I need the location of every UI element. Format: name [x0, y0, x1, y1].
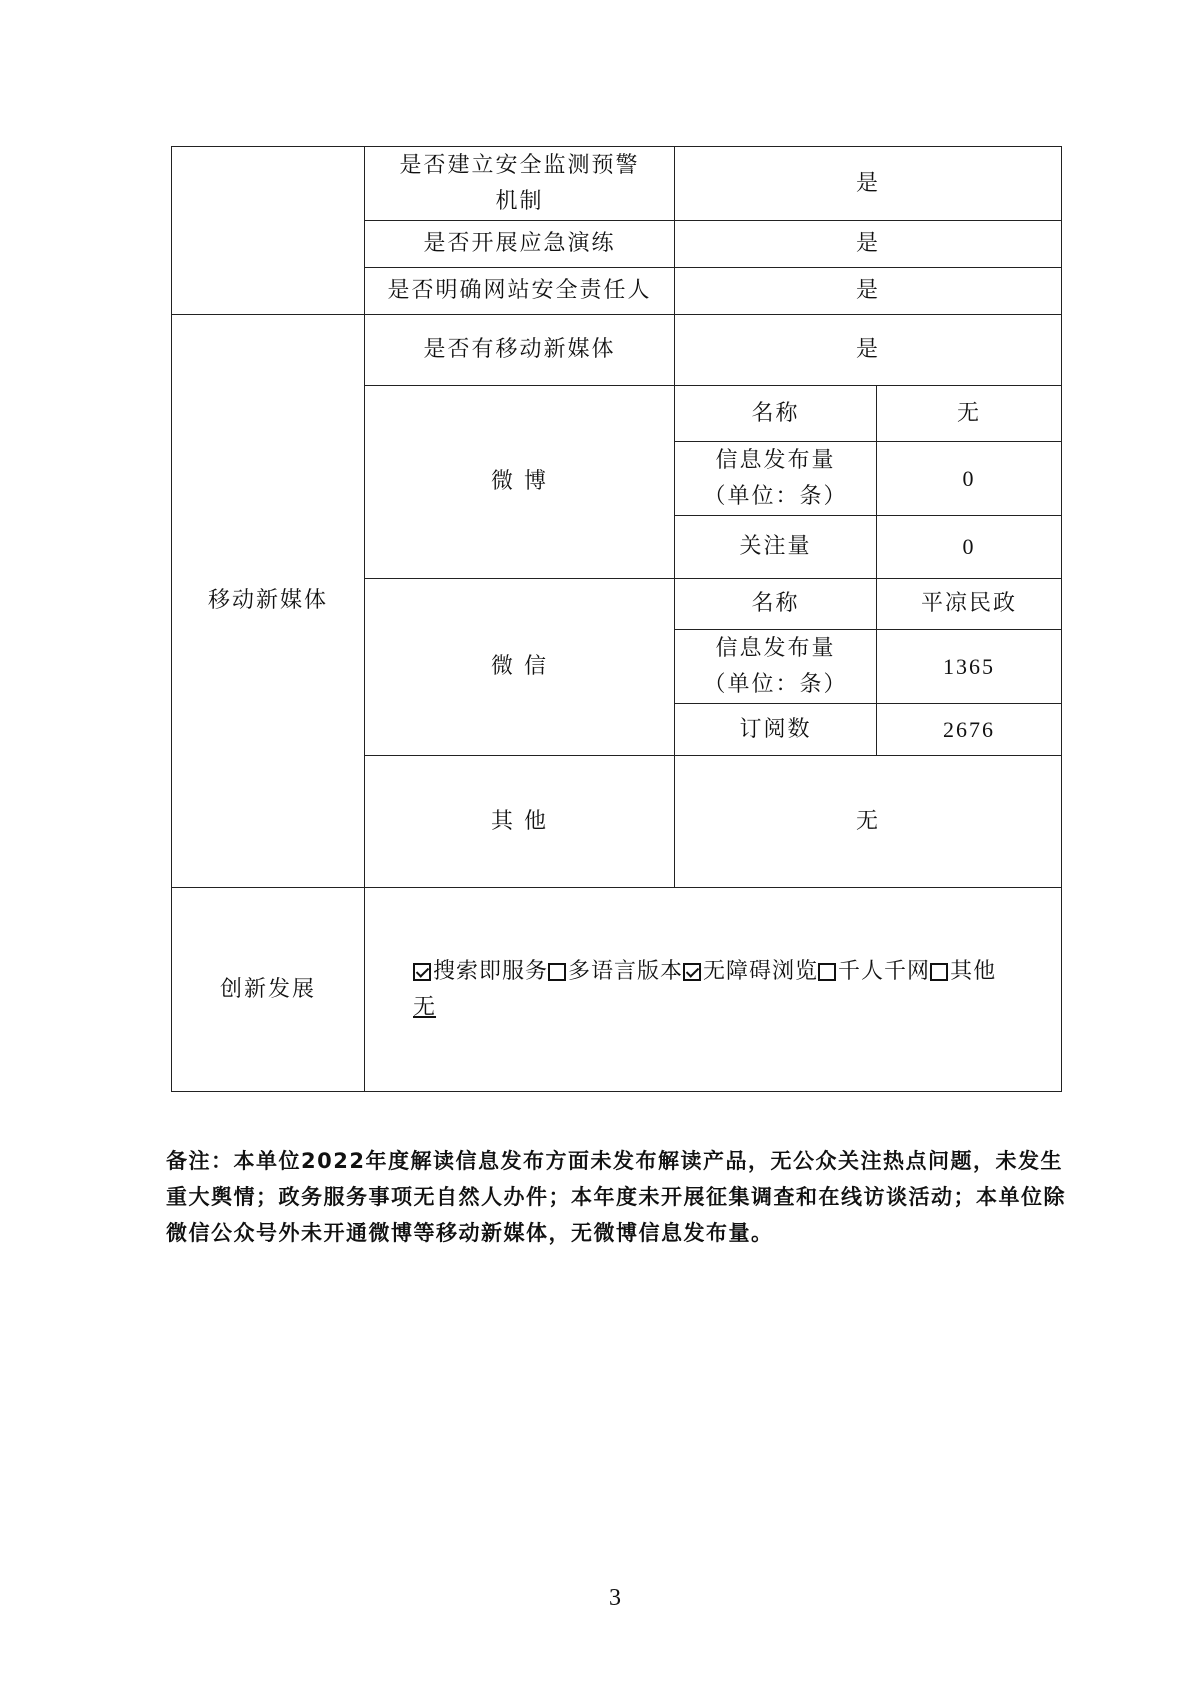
- drill-value: 是: [675, 221, 1062, 268]
- monitor-value: 是: [675, 147, 1062, 221]
- wechat-subscribers-value: 2676: [877, 704, 1062, 756]
- monitor-label: 是否建立安全监测预警机制: [365, 147, 675, 221]
- weibo-posts-value: 0: [877, 442, 1062, 516]
- checkbox-checked-icon: [683, 963, 701, 981]
- wechat-posts-label: 信息发布量（单位：条）: [675, 630, 877, 704]
- option-label: 千人千网: [838, 958, 931, 984]
- weibo-label: 微 博: [365, 386, 675, 579]
- responsible-value: 是: [675, 268, 1062, 315]
- innovation-label: 创新发展: [172, 888, 365, 1092]
- page-number: 3: [609, 1585, 621, 1611]
- mobile-section-label: 移动新媒体: [172, 315, 365, 888]
- other-media-label: 其 他: [365, 756, 675, 888]
- weibo-name-label: 名称: [675, 386, 877, 442]
- wechat-name-label: 名称: [675, 579, 877, 630]
- option-other: [930, 959, 996, 984]
- innovation-options: [413, 954, 1051, 990]
- innovation-options-cell: [365, 888, 1062, 1092]
- option-label: 搜索即服务: [433, 958, 549, 984]
- checkbox-checked-icon: [413, 963, 431, 981]
- responsible-label: 是否明确网站安全责任人: [365, 268, 675, 315]
- has-mobile-value: 是: [675, 315, 1062, 386]
- weibo-posts-label: 信息发布量（单位：条）: [675, 442, 877, 516]
- innovation-other-value: 无: [413, 994, 437, 1020]
- drill-label: 是否开展应急演练: [365, 221, 675, 268]
- other-media-value: 无: [675, 756, 1062, 888]
- wechat-name-value: 平凉民政: [877, 579, 1062, 630]
- wechat-posts-value: 1365: [877, 630, 1062, 704]
- weibo-followers-label: 关注量: [675, 516, 877, 579]
- option-multilingual: [548, 959, 683, 984]
- option-label: 其他: [950, 958, 997, 984]
- note-paragraph: 备注：本单位2022年度解读信息发布方面未发布解读产品，无公众关注热点问题，未发生重大舆情；政务服务事项无自然人办件；本年度未开展征集调查和在线访谈活动；本单位除微信公众号外未开通微博等移动新媒体，无微博信息发布量。: [166, 1149, 1066, 1245]
- wechat-subscribers-label: 订阅数: [675, 704, 877, 756]
- security-section-cell: [172, 147, 365, 315]
- checkbox-unchecked-icon: [818, 963, 836, 981]
- option-label: 多语言版本: [568, 958, 684, 984]
- option-accessibility: [683, 959, 818, 984]
- option-personalized: [818, 959, 930, 984]
- report-table: [171, 146, 1062, 1092]
- has-mobile-label: 是否有移动新媒体: [365, 315, 675, 386]
- weibo-followers-value: 0: [877, 516, 1062, 579]
- wechat-label: 微 信: [365, 579, 675, 756]
- checkbox-unchecked-icon: [548, 963, 566, 981]
- weibo-name-value: 无: [877, 386, 1062, 442]
- checkbox-unchecked-icon: [930, 963, 948, 981]
- option-search-service: [413, 959, 548, 984]
- option-label: 无障碍浏览: [703, 958, 819, 984]
